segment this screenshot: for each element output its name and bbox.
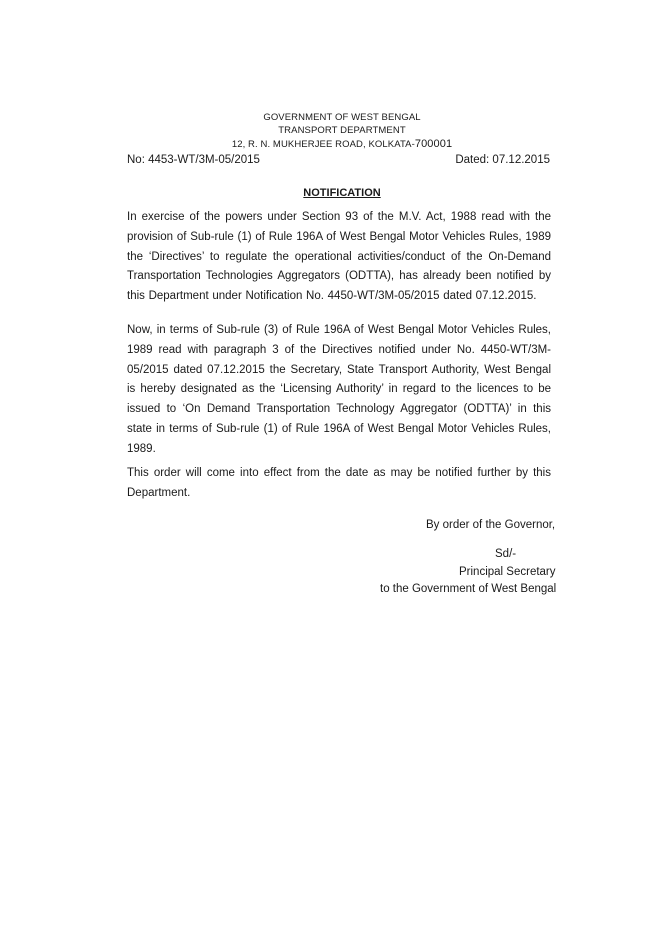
notification-heading [0, 187, 672, 199]
reference-line [127, 154, 550, 166]
letterhead-address [6, 138, 672, 150]
heading-text: NOTIFICATION [303, 187, 381, 199]
signatory-organization: to the Government of West Bengal [380, 583, 557, 595]
signature-sd: Sd/- [495, 548, 517, 560]
address-pincode: 700001 [414, 138, 453, 150]
letterhead-department: TRANSPORT DEPARTMENT [278, 125, 406, 136]
signatory-title: Principal Secretary [459, 566, 556, 578]
address-street: 12, R. N. MUKHERJEE ROAD, KOLKATA- [231, 139, 415, 150]
paragraph-3: This order will come into effect from the date as may be notified further by this Department. [127, 467, 551, 499]
notification-number: No: 4453-WT/3M-05/2015 [127, 154, 260, 166]
order-of-governor: By order of the Governor, [426, 519, 556, 531]
paragraph-2: Now, in terms of Sub-rule (3) of Rule 196A of West Bengal Motor Vehicles Rules, 1989 read with paragraph 3 of the Directives notified under No. 4450-WT/3M-05/2015 dated 07.12.2015 the Secretary, State Transport Authority, West Bengal is hereby designated as the ‘Licensing Authority’ in regard to the licences to be issued to ‘On Demand Transportation Technology Aggregator (ODTTA)’ in this state in terms of Sub-rule (1) of Rule 196A of West Bengal Motor Vehicles Rules, 1989. [127, 324, 551, 455]
letterhead-government: GOVERNMENT OF WEST BENGAL [263, 112, 421, 123]
notification-date: Dated: 07.12.2015 [455, 154, 550, 166]
paragraph-1: In exercise of the powers under Section 93 of the M.V. Act, 1988 read with the provision of Sub-rule (1) of Rule 196A of West Bengal Motor Vehicles Rules, 1989 the ‘Directives’ to regulate the operational activities/conduct of the On-Demand Transportation Technologies Aggregators (ODTTA), has already been notified by this Department under Notification No. 4450-WT/3M-05/2015 dated 07.12.2015. [127, 211, 551, 303]
